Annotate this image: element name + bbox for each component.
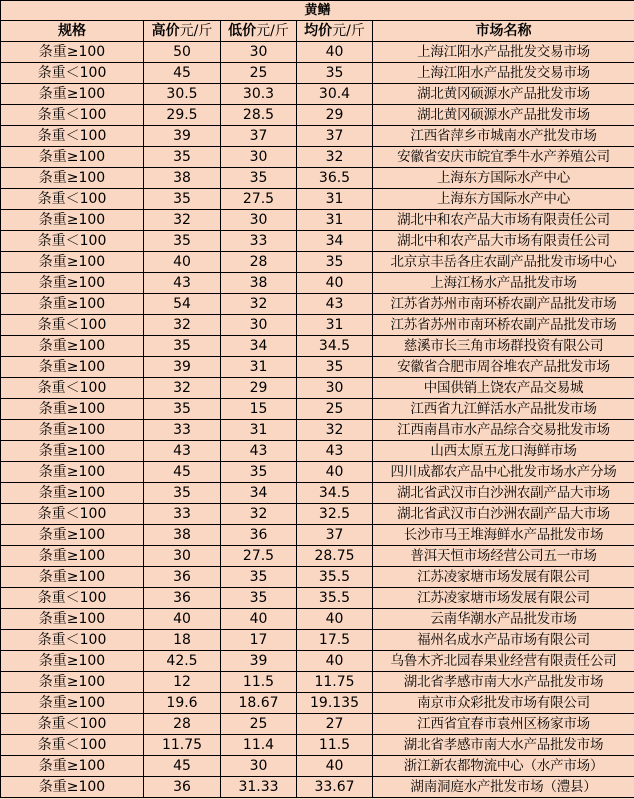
- avg-price-cell: 34.5: [297, 483, 373, 504]
- market-cell: 江西省萍乡市城南水产批发市场: [373, 126, 634, 147]
- market-cell: 湖北中和农产品大市场有限责任公司: [373, 231, 634, 252]
- spec-cell: 条重＜100: [1, 588, 144, 609]
- table-row: [1, 210, 634, 231]
- spec-cell: 条重＜100: [1, 378, 144, 399]
- header-high-price: [144, 21, 221, 42]
- low-price-cell: 31.33: [221, 777, 297, 798]
- table-row: [1, 63, 634, 84]
- low-price-cell: 30: [221, 210, 297, 231]
- spec-cell: 条重＜100: [1, 105, 144, 126]
- spec-cell: 条重＜100: [1, 714, 144, 735]
- market-cell: 江苏省苏州市南环桥农副产品批发市场: [373, 315, 634, 336]
- low-price-cell: 11.5: [221, 672, 297, 693]
- header-market: 市场名称: [373, 21, 634, 42]
- avg-price-cell: 11.75: [297, 672, 373, 693]
- spec-cell: 条重＜100: [1, 735, 144, 756]
- market-cell: 浙江新农都物流中心（水产市场）: [373, 756, 634, 777]
- avg-price-cell: 35.5: [297, 567, 373, 588]
- avg-price-cell: 30.4: [297, 84, 373, 105]
- high-price-cell: 12: [144, 672, 221, 693]
- market-cell: 长沙市马王堆海鲜水产品批发市场: [373, 525, 634, 546]
- high-price-cell: 42.5: [144, 651, 221, 672]
- avg-price-cell: 43: [297, 294, 373, 315]
- high-price-cell: 11.75: [144, 735, 221, 756]
- low-price-cell: 30: [221, 42, 297, 63]
- header-low-price: [221, 21, 297, 42]
- table-row: [1, 714, 634, 735]
- low-price-cell: 32: [221, 294, 297, 315]
- table-row: [1, 252, 634, 273]
- high-price-cell: 35: [144, 483, 221, 504]
- table-row: [1, 357, 634, 378]
- spec-cell: 条重≥100: [1, 756, 144, 777]
- table-row: [1, 147, 634, 168]
- high-price-cell: 40: [144, 252, 221, 273]
- header-avg-label: 均价: [304, 23, 333, 39]
- market-cell: 上海江杨水产品批发市场: [373, 273, 634, 294]
- spec-cell: 条重≥100: [1, 441, 144, 462]
- market-cell: 湖北黄冈硕源水产品批发市场: [373, 105, 634, 126]
- high-price-cell: 39: [144, 357, 221, 378]
- market-cell: 上海江阳水产品批发交易市场: [373, 42, 634, 63]
- high-price-cell: 45: [144, 462, 221, 483]
- spec-cell: 条重≥100: [1, 42, 144, 63]
- low-price-cell: 38: [221, 273, 297, 294]
- high-price-cell: 50: [144, 42, 221, 63]
- avg-price-cell: 29: [297, 105, 373, 126]
- avg-price-cell: 40: [297, 273, 373, 294]
- spec-cell: 条重≥100: [1, 483, 144, 504]
- table-row: [1, 105, 634, 126]
- market-cell: 湖北中和农产品大市场有限责任公司: [373, 210, 634, 231]
- low-price-cell: 34: [221, 336, 297, 357]
- market-cell: 江苏凌家塘市场发展有限公司: [373, 588, 634, 609]
- high-price-cell: 35: [144, 399, 221, 420]
- spec-cell: 条重≥100: [1, 525, 144, 546]
- low-price-cell: 36: [221, 525, 297, 546]
- high-price-cell: 19.6: [144, 693, 221, 714]
- spec-cell: 条重≥100: [1, 357, 144, 378]
- low-price-cell: 29: [221, 378, 297, 399]
- table-row: [1, 651, 634, 672]
- avg-price-cell: 30: [297, 378, 373, 399]
- high-price-cell: 45: [144, 63, 221, 84]
- spec-cell: 条重≥100: [1, 273, 144, 294]
- table-row: [1, 336, 634, 357]
- avg-price-cell: 40: [297, 756, 373, 777]
- table-row: [1, 273, 634, 294]
- table-body: [1, 42, 634, 798]
- header-high-label: 高价: [151, 23, 180, 39]
- table-row: [1, 399, 634, 420]
- spec-cell: 条重≥100: [1, 399, 144, 420]
- spec-cell: 条重＜100: [1, 231, 144, 252]
- market-cell: 湖北省孝感市南大水产品批发市场: [373, 735, 634, 756]
- high-price-cell: 38: [144, 525, 221, 546]
- table-title: 黄鳝: [1, 1, 634, 21]
- table-row: [1, 483, 634, 504]
- spec-cell: 条重≥100: [1, 777, 144, 798]
- table-row: [1, 441, 634, 462]
- avg-price-cell: 32: [297, 147, 373, 168]
- spec-cell: 条重＜100: [1, 63, 144, 84]
- high-price-cell: 35: [144, 231, 221, 252]
- table-row: [1, 231, 634, 252]
- high-price-cell: 43: [144, 441, 221, 462]
- avg-price-cell: 37: [297, 525, 373, 546]
- low-price-cell: 11.4: [221, 735, 297, 756]
- table-row: [1, 567, 634, 588]
- low-price-cell: 28: [221, 252, 297, 273]
- low-price-cell: 40: [221, 609, 297, 630]
- spec-cell: 条重≥100: [1, 210, 144, 231]
- high-price-cell: 35: [144, 147, 221, 168]
- market-cell: 江西省九江鲜活水产品批发市场: [373, 399, 634, 420]
- avg-price-cell: 27: [297, 714, 373, 735]
- spec-cell: 条重≥100: [1, 651, 144, 672]
- low-price-cell: 35: [221, 462, 297, 483]
- market-cell: 山西太原五龙口海鲜市场: [373, 441, 634, 462]
- table-row: [1, 693, 634, 714]
- table-title-row: [1, 1, 634, 21]
- market-cell: 安徽省安庆市皖宜季牛水产养殖公司: [373, 147, 634, 168]
- market-cell: 慈溪市长三角市场群投资有限公司: [373, 336, 634, 357]
- spec-cell: 条重≥100: [1, 546, 144, 567]
- market-cell: 四川成都农产品中心批发市场水产分场: [373, 462, 634, 483]
- high-price-cell: 43: [144, 273, 221, 294]
- header-low-unit: 元/斤: [256, 23, 289, 39]
- spec-cell: 条重≥100: [1, 168, 144, 189]
- header-avg-unit: 元/斤: [332, 23, 365, 39]
- high-price-cell: 39: [144, 126, 221, 147]
- high-price-cell: 18: [144, 630, 221, 651]
- avg-price-cell: 31: [297, 189, 373, 210]
- low-price-cell: 43: [221, 441, 297, 462]
- high-price-cell: 30.5: [144, 84, 221, 105]
- low-price-cell: 31: [221, 357, 297, 378]
- market-cell: 乌鲁木齐北园春果业经营有限责任公司: [373, 651, 634, 672]
- avg-price-cell: 17.5: [297, 630, 373, 651]
- spec-cell: 条重＜100: [1, 315, 144, 336]
- avg-price-cell: 36.5: [297, 168, 373, 189]
- market-cell: 中国供销上饶农产品交易城: [373, 378, 634, 399]
- spec-cell: 条重≥100: [1, 420, 144, 441]
- high-price-cell: 35: [144, 189, 221, 210]
- header-high-unit: 元/斤: [179, 23, 213, 39]
- low-price-cell: 37: [221, 126, 297, 147]
- market-cell: 江苏省苏州市南环桥农副产品批发市场: [373, 294, 634, 315]
- spec-cell: 条重≥100: [1, 84, 144, 105]
- low-price-cell: 18.67: [221, 693, 297, 714]
- low-price-cell: 17: [221, 630, 297, 651]
- low-price-cell: 35: [221, 168, 297, 189]
- market-cell: 江西省宜春市袁州区杨家市场: [373, 714, 634, 735]
- high-price-cell: 29.5: [144, 105, 221, 126]
- market-cell: 上海东方国际水产中心: [373, 189, 634, 210]
- high-price-cell: 30: [144, 546, 221, 567]
- table-row: [1, 42, 634, 63]
- low-price-cell: 35: [221, 567, 297, 588]
- avg-price-cell: 33.67: [297, 777, 373, 798]
- low-price-cell: 30: [221, 756, 297, 777]
- low-price-cell: 28.5: [221, 105, 297, 126]
- avg-price-cell: 25: [297, 399, 373, 420]
- avg-price-cell: 40: [297, 609, 373, 630]
- low-price-cell: 25: [221, 714, 297, 735]
- low-price-cell: 33: [221, 231, 297, 252]
- high-price-cell: 45: [144, 756, 221, 777]
- high-price-cell: 54: [144, 294, 221, 315]
- avg-price-cell: 35: [297, 357, 373, 378]
- spec-cell: 条重≥100: [1, 693, 144, 714]
- table-row: [1, 420, 634, 441]
- avg-price-cell: 35: [297, 252, 373, 273]
- high-price-cell: 32: [144, 315, 221, 336]
- avg-price-cell: 35.5: [297, 588, 373, 609]
- avg-price-cell: 37: [297, 126, 373, 147]
- avg-price-cell: 43: [297, 441, 373, 462]
- table-row: [1, 294, 634, 315]
- spec-cell: 条重≥100: [1, 294, 144, 315]
- spec-cell: 条重＜100: [1, 189, 144, 210]
- header-row: [1, 21, 634, 42]
- high-price-cell: 36: [144, 567, 221, 588]
- market-cell: 上海东方国际水产中心: [373, 168, 634, 189]
- table-row: [1, 378, 634, 399]
- table-row: [1, 189, 634, 210]
- table-row: [1, 462, 634, 483]
- spec-cell: 条重≥100: [1, 336, 144, 357]
- low-price-cell: 25: [221, 63, 297, 84]
- low-price-cell: 39: [221, 651, 297, 672]
- table-row: [1, 546, 634, 567]
- avg-price-cell: 40: [297, 651, 373, 672]
- low-price-cell: 34: [221, 483, 297, 504]
- market-cell: 江苏凌家塘市场发展有限公司: [373, 567, 634, 588]
- market-cell: 湖北省武汉市白沙洲农副产品大市场: [373, 483, 634, 504]
- header-avg-price: [297, 21, 373, 42]
- low-price-cell: 32: [221, 504, 297, 525]
- high-price-cell: 32: [144, 378, 221, 399]
- market-cell: 安徽省合肥市周谷堆农产品批发市场: [373, 357, 634, 378]
- spec-cell: 条重≥100: [1, 462, 144, 483]
- table-row: [1, 777, 634, 798]
- table-row: [1, 525, 634, 546]
- avg-price-cell: 32: [297, 420, 373, 441]
- market-cell: 北京京丰岳各庄农副产品批发市场中心: [373, 252, 634, 273]
- avg-price-cell: 34: [297, 231, 373, 252]
- table-row: [1, 609, 634, 630]
- low-price-cell: 30.3: [221, 84, 297, 105]
- spec-cell: 条重＜100: [1, 504, 144, 525]
- spec-cell: 条重≥100: [1, 147, 144, 168]
- high-price-cell: 35: [144, 336, 221, 357]
- spec-cell: 条重≥100: [1, 567, 144, 588]
- table-row: [1, 630, 634, 651]
- spec-cell: 条重＜100: [1, 630, 144, 651]
- spec-cell: 条重≥100: [1, 672, 144, 693]
- avg-price-cell: 35: [297, 63, 373, 84]
- avg-price-cell: 40: [297, 462, 373, 483]
- table-row: [1, 84, 634, 105]
- avg-price-cell: 19.135: [297, 693, 373, 714]
- avg-price-cell: 31: [297, 315, 373, 336]
- table-row: [1, 588, 634, 609]
- market-cell: 南京市众彩批发市场有限公司: [373, 693, 634, 714]
- market-cell: 云南华潮水产品批发市场: [373, 609, 634, 630]
- low-price-cell: 27.5: [221, 189, 297, 210]
- table-row: [1, 504, 634, 525]
- high-price-cell: 33: [144, 504, 221, 525]
- spec-cell: 条重＜100: [1, 126, 144, 147]
- table-row: [1, 126, 634, 147]
- high-price-cell: 36: [144, 588, 221, 609]
- high-price-cell: 36: [144, 777, 221, 798]
- high-price-cell: 33: [144, 420, 221, 441]
- avg-price-cell: 11.5: [297, 735, 373, 756]
- table-row: [1, 735, 634, 756]
- low-price-cell: 15: [221, 399, 297, 420]
- low-price-cell: 30: [221, 147, 297, 168]
- table-row: [1, 315, 634, 336]
- high-price-cell: 28: [144, 714, 221, 735]
- avg-price-cell: 34.5: [297, 336, 373, 357]
- avg-price-cell: 40: [297, 42, 373, 63]
- low-price-cell: 27.5: [221, 546, 297, 567]
- table-row: [1, 672, 634, 693]
- high-price-cell: 38: [144, 168, 221, 189]
- market-cell: 福州名成水产品市场有限公司: [373, 630, 634, 651]
- high-price-cell: 32: [144, 210, 221, 231]
- market-cell: 湖北黄冈硕源水产品批发市场: [373, 84, 634, 105]
- header-low-label: 低价: [228, 23, 257, 39]
- low-price-cell: 35: [221, 588, 297, 609]
- spec-cell: 条重≥100: [1, 252, 144, 273]
- table-row: [1, 756, 634, 777]
- table-row: [1, 168, 634, 189]
- market-cell: 湖南洞庭水产批发市场（澧县）: [373, 777, 634, 798]
- market-cell: 江西南昌市水产品综合交易批发市场: [373, 420, 634, 441]
- market-cell: 上海江阳水产品批发交易市场: [373, 63, 634, 84]
- market-cell: 湖北省孝感市南大水产品批发市场: [373, 672, 634, 693]
- avg-price-cell: 32.5: [297, 504, 373, 525]
- spec-cell: 条重≥100: [1, 609, 144, 630]
- high-price-cell: 40: [144, 609, 221, 630]
- avg-price-cell: 28.75: [297, 546, 373, 567]
- market-cell: 普洱天恒市场经营公司五一市场: [373, 546, 634, 567]
- low-price-cell: 30: [221, 315, 297, 336]
- header-spec: 规格: [1, 21, 144, 42]
- avg-price-cell: 31: [297, 210, 373, 231]
- market-cell: 湖北省武汉市白沙洲农副产品大市场: [373, 504, 634, 525]
- low-price-cell: 31: [221, 420, 297, 441]
